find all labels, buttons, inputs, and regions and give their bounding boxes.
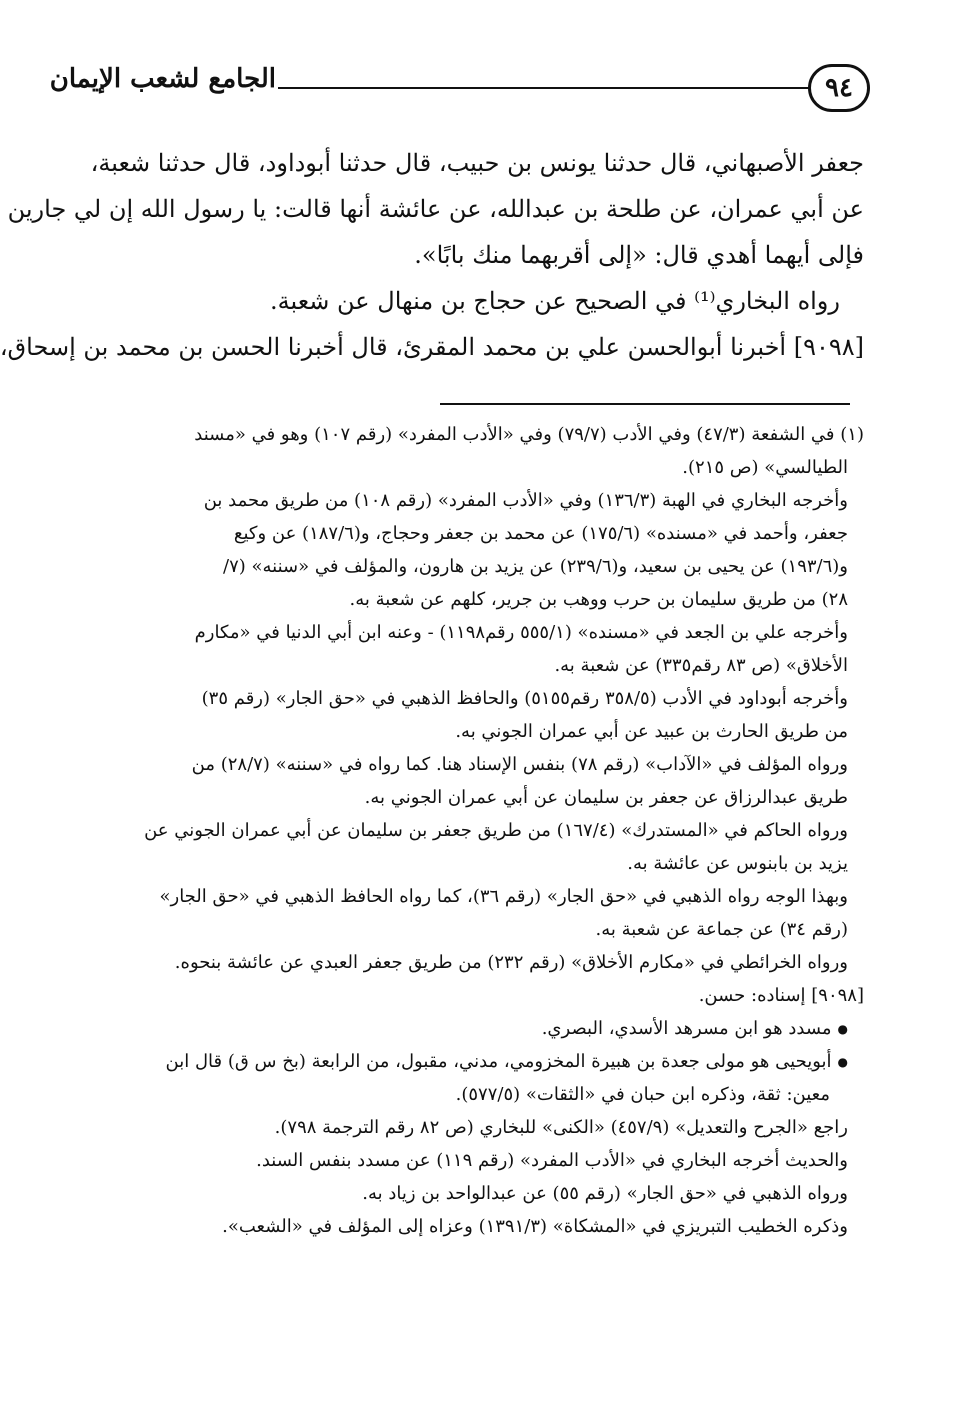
footnote-bullet-line: ● مسدد هو ابن مسرهد الأسدي، البصري. — [112, 1012, 864, 1045]
footnote-line: وبهذا الوجه رواه الذهبي في «حق الجار» (رقم ٣٦)، كما رواه الحافظ الذهبي في «حق الجار» — [159, 886, 848, 907]
text-line: فإلى أيهما أهدي قال: «إلى أقربهما منك بابًا». — [414, 241, 864, 269]
footnote-line: الطيالسي» (ص ٢١٥). — [682, 457, 848, 478]
footnote-line: طريق عبدالرزاق عن جعفر بن سليمان عن أبي عمران الجوني به. — [364, 787, 848, 808]
footnote-line: والحديث أخرجه البخاري في «الأدب المفرد» (رقم ١١٩) عن مسدد بنفس السند. — [256, 1150, 848, 1171]
text-line: [٩٠٩٨] أخبرنا أبوالحسن علي بن محمد المقرئ، قال أخبرنا الحسن بن محمد بن إسحاق، — [0, 333, 864, 361]
footnote-line: جعفر، وأحمد في «مسنده» (١٧٥/٦) عن محمد بن جعفر وحجاج، و(١٨٧/٦) عن وكيع — [233, 523, 848, 544]
footnote-line: و(١٩٣/٦) عن يحيى بن سعيد، و(٢٣٩/٦) عن يزيد بن هارون، والمؤلف في «سننه» (٧/ — [223, 556, 848, 577]
text-line: جعفر الأصبهاني، قال حدثنا يونس بن حبيب، قال حدثنا أبوداود، قال حدثنا شعبة، — [90, 149, 864, 177]
footnote-bullet-line: ● أبويحيى هو مولى جعدة بن هبيرة المخزومي، مدني، مقبول، من الرابعة (بخ س ق) قال ابن — [112, 1045, 864, 1078]
running-title: الجامع لشعب الإيمان — [49, 64, 276, 94]
page-header — [49, 60, 870, 130]
page-number: ٩٤ — [808, 64, 870, 112]
footnote-line: راجع «الجرح والتعديل» (٤٥٧/٩) «الكنى» للبخاري (ص ٨٢ رقم الترجمة ٧٩٨). — [274, 1117, 848, 1138]
footnote-line: ٢٨) من طريق سليمان بن حرب ووهب بن جرير، كلهم عن شعبة به. — [349, 589, 848, 610]
main-text — [0, 140, 864, 370]
footnote-line: معين: ثقة، وذكره ابن حبان في «الثقات» (٥٧٧/٥). — [455, 1084, 830, 1105]
text-line: عن أبي عمران، عن طلحة بن عبدالله، عن عائشة أنها قالت: يا رسول الله إن لي جارين — [7, 195, 864, 223]
footnote-separator — [440, 403, 850, 405]
footnote-line: (رقم ٣٤) عن جماعة عن شعبة به. — [595, 919, 848, 940]
footnote-line: (١) في الشفعة (٤٧/٣) وفي الأدب (٧٩/٧) وفي «الأدب المفرد» (رقم ١٠٧) وهو في «مسند — [194, 424, 864, 445]
footnote-line: [٩٠٩٨] إسناده: حسن. — [698, 985, 864, 1006]
footnote-line: وأخرجه علي بن الجعد في «مسنده» (٥٥٥/١ رقم١١٩٨) - وعنه ابن أبي الدنيا في «مكارم — [194, 622, 848, 643]
footnote-line: وأخرجه أبوداود في الأدب (٣٥٨/٥ رقم٥١٥٥) والحافظ الذهبي في «حق الجار» (رقم ٣٥) — [201, 688, 848, 709]
header-rule — [278, 87, 810, 89]
footnote-line: ورواه المؤلف في «الآداب» (رقم ٧٨) بنفس الإسناد هنا. كما رواه في «سننه» (٢٨/٧) من — [191, 754, 848, 775]
footnote-line: من طريق الحارث بن عبيد عن أبي عمران الجوني به. — [455, 721, 848, 742]
footnote-line: ورواه الذهبي في «حق الجار» (رقم ٥٥) عن عبدالواحد بن زياد به. — [362, 1183, 848, 1204]
text-line: رواه البخاري⁽¹⁾ في الصحيح عن حجاج بن منهال عن شعبة. — [269, 287, 840, 315]
footnote-line: وذكره الخطيب التبريزي في «المشكاة» (١٣٩١/٣) وعزاه إلى المؤلف في «الشعب». — [222, 1216, 848, 1237]
footnote-line: ورواه الحاكم في «المستدرك» (١٦٧/٤) من طريق جعفر بن سليمان عن أبي عمران الجوني عن — [144, 820, 848, 841]
footnote-line: وأخرجه البخاري في الهبة (١٣٦/٣) وفي «الأدب المفرد» (رقم ١٠٨) من طريق محمد بن — [203, 490, 848, 511]
footnote-line: الأخلاق» (ص ٨٣ رقم٣٣٥) عن شعبة به. — [554, 655, 848, 676]
footnote-line: ورواه الخرائطي في «مكارم الأخلاق» (رقم ٢٣٢) من طريق جعفر العبدي عن عائشة بنحوه. — [174, 952, 848, 973]
footnotes — [112, 418, 864, 1243]
footnote-line: يزيد بن بابنوس عن عائشة به. — [627, 853, 848, 874]
